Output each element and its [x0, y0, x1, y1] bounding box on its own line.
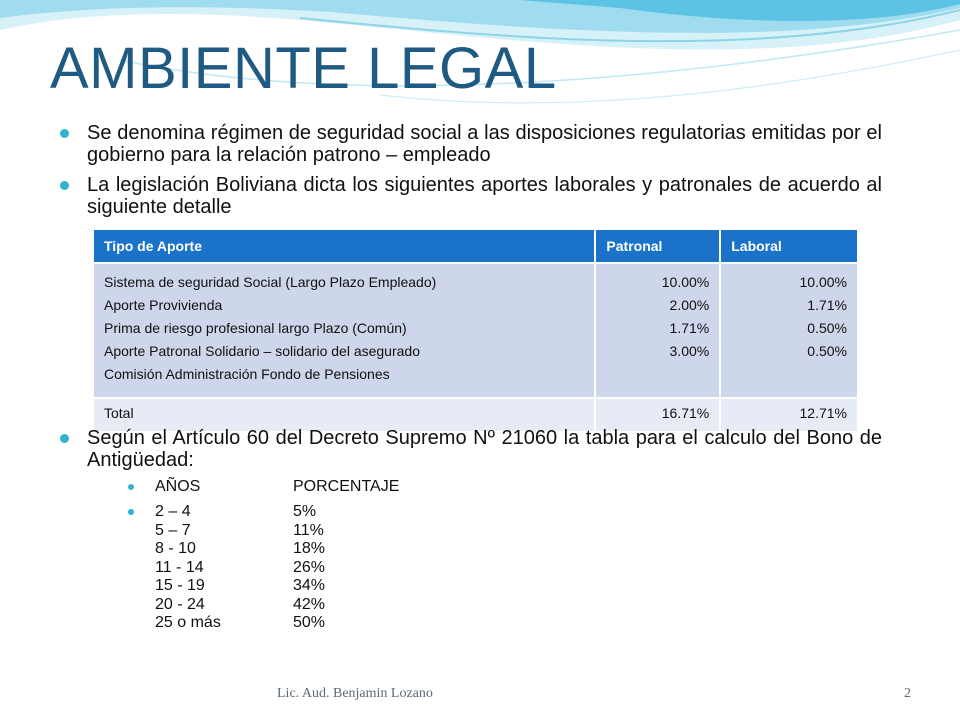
years-header: AÑOS: [155, 478, 201, 495]
percent-value: 42%: [293, 595, 326, 613]
concepto-text: Comisión Administración Fondo de Pensiones: [104, 366, 390, 382]
antiguedad-rows: [128, 503, 325, 633]
table-row: [94, 263, 858, 398]
header-laboral: Laboral: [720, 230, 858, 263]
percent-header: PORCENTAJE: [293, 478, 400, 495]
percent-value: 34%: [293, 577, 326, 594]
slide-title: AMBIENTE LEGAL: [50, 36, 557, 101]
years-value: 2 – 4: [155, 503, 191, 520]
total-patronal: 16.71%: [595, 398, 720, 431]
bullet-text: La legislación Boliviana dicta los siguientes aportes laborales y patronales de acuerdo al siguiente detalle: [87, 174, 882, 218]
aportes-table: [94, 230, 859, 431]
patronal-value: 1.71%: [669, 320, 710, 336]
patronal-value: 10.00%: [661, 274, 710, 290]
laboral-value: 10.00%: [799, 274, 847, 290]
percent-value: 50%: [293, 614, 326, 631]
concepto-text: Aporte Provivienda: [104, 297, 223, 313]
years-value: 11 - 14: [155, 558, 204, 576]
percent-value: 11%: [293, 521, 324, 539]
percent-value: 18%: [293, 540, 326, 557]
bullet-text: Se denomina régimen de seguridad social a las disposiciones regulatorias emitidas por el gobierno para la relación patrono – empleado: [87, 122, 882, 166]
antiguedad-header: [128, 478, 399, 496]
bullet-icon: [60, 129, 69, 138]
concepto-text: Sistema de seguridad Social (Largo Plazo Empleado): [104, 274, 437, 290]
years-value: 20 - 24: [155, 595, 205, 613]
bullet-list: [60, 427, 882, 471]
sub-bullet-icon: [128, 484, 134, 490]
concepto-text: Prima de riesgo profesional largo Plazo (Común): [104, 320, 407, 336]
years-value: 5 – 7: [155, 521, 191, 539]
header-patronal: Patronal: [595, 230, 720, 263]
laboral-value: 1.71%: [807, 297, 847, 313]
bullet-text: Según el Artículo 60 del Decreto Supremo Nº 21060 la tabla para el calculo del Bono de Antigüedad:: [87, 427, 882, 471]
laboral-cell: [720, 263, 858, 398]
percent-value: 26%: [293, 558, 326, 576]
patronal-cell: [595, 263, 720, 398]
concepto-cell: [94, 263, 595, 398]
percent-value: 5%: [293, 503, 317, 520]
years-value: 15 - 19: [155, 577, 205, 594]
years-value: 8 - 10: [155, 540, 196, 557]
laboral-value: 0.50%: [807, 320, 847, 336]
footer-author: Lic. Aud. Benjamin Lozano: [277, 686, 433, 701]
page-number: 2: [904, 686, 911, 701]
years-value: 25 o más: [155, 614, 221, 631]
bullet-item: [60, 427, 882, 471]
laboral-value: 0.50%: [807, 343, 847, 359]
percent-column: [293, 503, 325, 633]
patronal-value: 3.00%: [669, 343, 710, 359]
total-label: Total: [94, 398, 595, 431]
bullet-icon: [60, 181, 69, 190]
bullet-item: [60, 174, 882, 218]
patronal-value: 2.00%: [669, 297, 710, 313]
table-header-row: [94, 230, 858, 263]
years-column: [155, 503, 293, 633]
sub-bullet-icon: [128, 509, 134, 515]
total-laboral: 12.71%: [720, 398, 858, 431]
bullet-item: [60, 122, 882, 166]
header-tipo: Tipo de Aporte: [94, 230, 595, 263]
antiguedad-header-list: [128, 478, 399, 496]
bullet-list: [60, 122, 882, 226]
bullet-icon: [60, 434, 69, 443]
concepto-text: Aporte Patronal Solidario – solidario del asegurado: [104, 343, 420, 359]
antiguedad-list: [128, 503, 325, 633]
